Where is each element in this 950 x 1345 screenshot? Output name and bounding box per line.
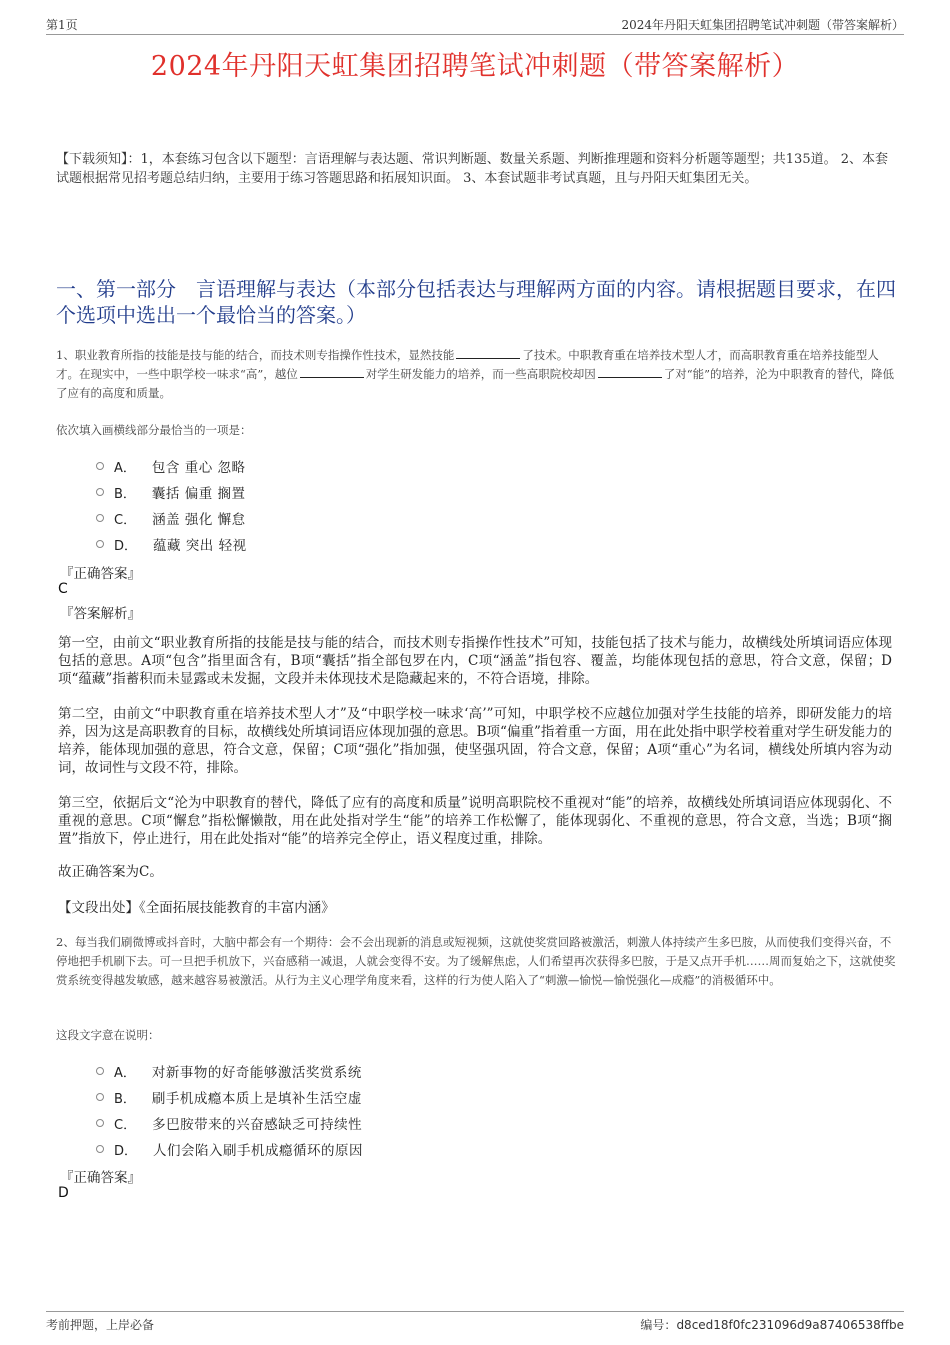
- question-1-seg4: 了对“能”的培养，沦为中职教育的替代，降低了应有的高度和质量。: [56, 367, 895, 400]
- page-header: [46, 14, 904, 35]
- option-a[interactable]: A． 对新事物的好奇能够激活奖赏系统: [96, 1058, 363, 1084]
- question-1-seg3: 对学生研发能力的培养，而一些高职院校却因: [365, 367, 596, 381]
- source-citation: 【文段出处】《全面拓展技能教育的丰富内涵》: [58, 900, 335, 916]
- answer-label: 『正确答案』: [60, 566, 141, 582]
- analysis-paragraph-1: 第一空，由前文“职业教育所指的技能是技与能的结合，而技术则专指操作性技术”可知，技能包括了技术与能力，故横线处所填词语应体现包括的意思。A项“包含”指里面含有，B项“囊括”指全部包罗在内，C项“涵盖”指包容、覆盖，均能体现包括的意思，符合文意，保留；D项“蕴藏”指蓄积而未显露或未发掘，文段并未体现技术是隐藏起来的，不符合语境，排除。: [58, 635, 892, 687]
- section-heading: 一、第一部分 言语理解与表达（本部分包括表达与理解两方面的内容。请根据题目要求，在四个选项中选出一个最恰当的答案。）: [56, 277, 896, 327]
- option-c[interactable]: C． 多巴胺带来的兴奋感缺乏可持续性: [96, 1110, 363, 1136]
- analysis-paragraph-2: 第二空，由前文“中职教育重在培养技术型人才”及“中职学校一味求‘高’”可知，中职学校不应越位加强对学生技能的培养，即研发能力的培养，因为这是高职教育的目标，故横线处所填词语应体现加强的意思。B项“偏重”指着重一方面，用在此处指中职学校着重对学生研发能力的培养，能体现加强的意思，符合文意，保留；C项“强化”指加强，使坚强巩固，符合文意，保留；A项“重心”为名词，横线处所填内容为动词，故词性与文段不符，排除。: [58, 706, 892, 776]
- answer-value: C: [58, 581, 68, 597]
- question-1-text: [56, 346, 898, 403]
- blank-2: [300, 365, 364, 378]
- radio-icon[interactable]: [96, 514, 104, 522]
- footer-slogan: 考前押题，上岸必备: [46, 1318, 155, 1332]
- question-1-seg2: 了技术。中职教育重在培养技术型人才，而高职教育重在培养技能型人才。在现实中，一些中职学校一味求“高”，越位: [56, 348, 879, 381]
- page-title: 2024年丹阳天虹集团招聘笔试冲刺题（带答案解析）: [150, 51, 800, 82]
- answer-label: 『正确答案』: [60, 1170, 141, 1186]
- option-a[interactable]: A． 包含 重心 忽略: [96, 453, 247, 479]
- answer-value: D: [58, 1185, 69, 1201]
- analysis-paragraph-3: 第三空，依据后文“沦为中职教育的替代，降低了应有的高度和质量”说明高职院校不重视对“能”的培养，故横线处所填词语应体现弱化、不重视的意思。C项“懈怠”指松懈懒散，用在此处指对学生“能”的培养工作松懈了，能体现弱化、不重视的意思，符合文意，当选；B项“搁置”指放下，停止进行，用在此处指对“能”的培养完全停止，语义程度过重，排除。: [58, 795, 892, 847]
- radio-icon[interactable]: [96, 1145, 104, 1153]
- radio-icon[interactable]: [96, 1119, 104, 1127]
- option-b[interactable]: B． 囊括 偏重 搁置: [96, 479, 247, 505]
- radio-icon[interactable]: [96, 1067, 104, 1075]
- blank-1: [456, 346, 520, 359]
- question-2-options: [96, 1058, 363, 1162]
- radio-icon[interactable]: [96, 488, 104, 496]
- option-d[interactable]: D． 蕴藏 突出 轻视: [96, 531, 247, 557]
- radio-icon[interactable]: [96, 462, 104, 470]
- radio-icon[interactable]: [96, 1093, 104, 1101]
- footer-code-label: 编号：: [640, 1318, 677, 1332]
- question-1-prompt: 依次填入画横线部分最恰当的一项是：: [56, 423, 252, 437]
- radio-icon[interactable]: [96, 540, 104, 548]
- question-2-prompt: 这段文字意在说明：: [56, 1028, 160, 1042]
- header-doc-title: 2024年丹阳天虹集团招聘笔试冲刺题（带答案解析）: [621, 18, 904, 32]
- footer-code: [640, 1316, 904, 1333]
- option-d[interactable]: D． 人们会陷入刷手机成瘾循环的原因: [96, 1136, 363, 1162]
- analysis-label: 『答案解析』: [60, 606, 141, 622]
- blank-3: [598, 365, 662, 378]
- option-b[interactable]: B． 刷手机成瘾本质上是填补生活空虚: [96, 1084, 363, 1110]
- download-notice: 【下载须知】：1，本套练习包含以下题型：言语理解与表达题、常识判断题、数量关系题、判断推理题和资料分析题等题型；共135道。 2、本套试题根据常见招考题总结归纳，主要用于练习答题思路和拓展知识面。 3、本套试题非考试真题，且与丹阳天虹集团无关。: [56, 152, 888, 186]
- page-footer: [46, 1311, 904, 1336]
- analysis-conclusion: 故正确答案为C。: [58, 864, 163, 880]
- page-number: 第1页: [46, 18, 78, 32]
- footer-code-value: d8ced18f0fc231096d9a87406538ffbe: [676, 1318, 904, 1332]
- option-c[interactable]: C． 涵盖 强化 懈怠: [96, 505, 247, 531]
- question-2-text: 2、每当我们刷微博或抖音时，大脑中都会有一个期待：会不会出现新的消息或短视频，这就使奖赏回路被激活，刺激人体持续产生多巴胺，从而使我们变得兴奋，不停地把手机刷下去。可一旦把手机放下，兴奋感稍一减退，人就会变得不安。为了缓解焦虑，人们希望再次获得多巴胺，于是又点开手机……周而复始之下，这就使奖赏系统变得越发敏感，越来越容易被激活。从行为主义心理学角度来看，这样的行为使人陷入了“刺激—愉悦—愉悦强化—成瘾”的消极循环中。: [56, 935, 896, 987]
- question-1-options: [96, 453, 247, 557]
- question-1-seg1: 1、职业教育所指的技能是技与能的结合，而技术则专指操作性技术，显然技能: [56, 348, 455, 362]
